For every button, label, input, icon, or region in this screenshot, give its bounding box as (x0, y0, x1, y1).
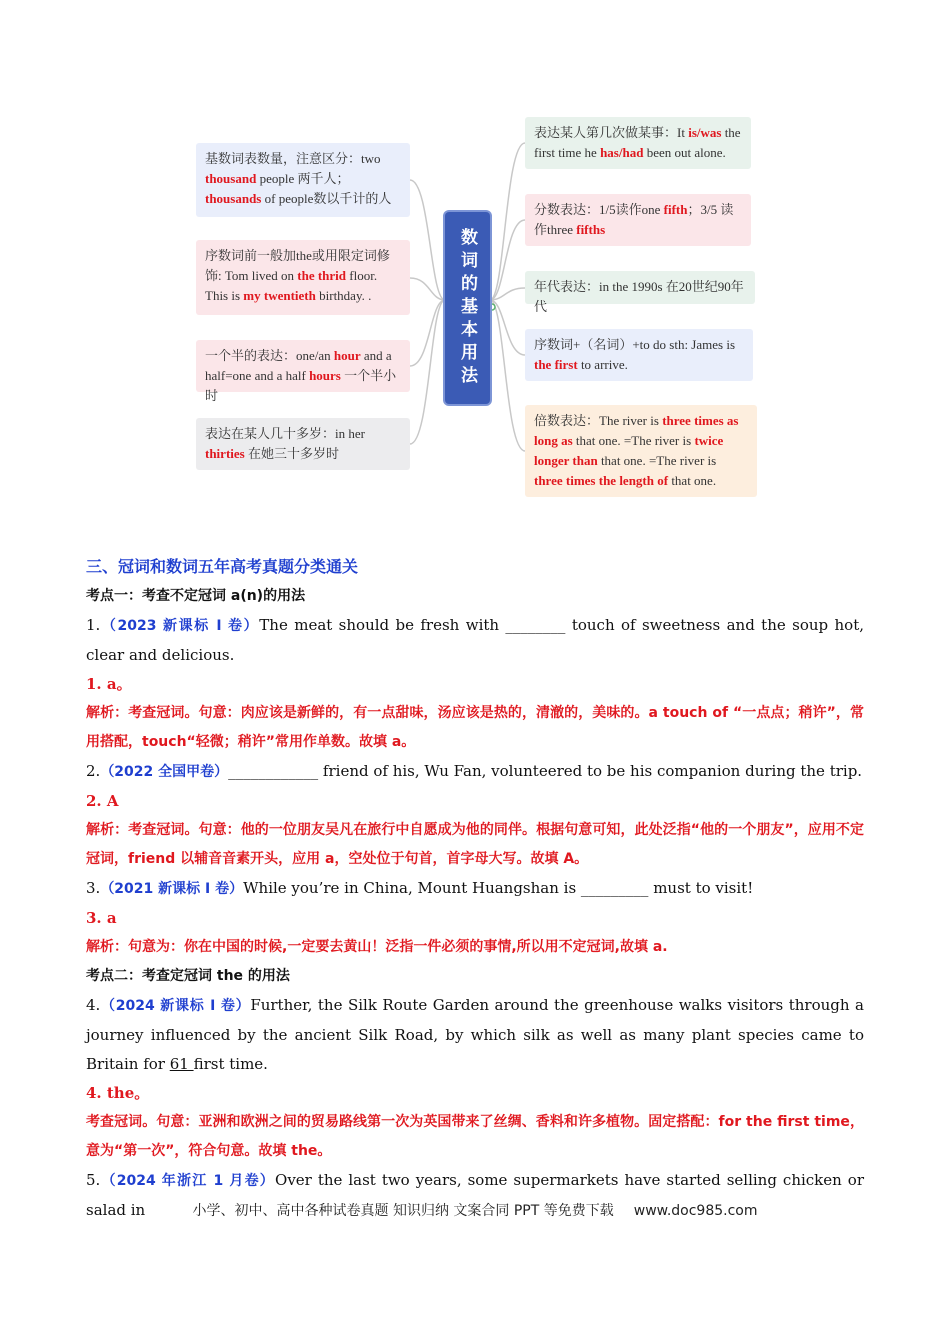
mindmap-text: 序数词+（名词）+to do sth: James is (534, 337, 735, 352)
question-2 (86, 757, 864, 787)
mindmap-node-fractions (525, 194, 751, 246)
mindmap-node-decades (525, 271, 755, 314)
mindmap-node-ordinal-to-do (525, 329, 753, 381)
q4-number: 4. (86, 996, 101, 1014)
kaodian-1-heading: 考点一：考查不定冠词 a(n)的用法 (86, 588, 306, 604)
mindmap-highlight-text: three times as long as (534, 413, 739, 448)
mindmap-highlight-text: twice longer than (534, 433, 724, 468)
content (86, 552, 864, 1225)
mindmap-center: 数词的基本用法 (445, 212, 490, 404)
mindmap-text: 基数词表数量，注意区分：two (205, 151, 381, 166)
mindmap-highlight-text: thousands (205, 191, 262, 206)
q4-source: （2024 新课标 I 卷） (100, 998, 251, 1014)
mindmap-text: 年代表达：in the 1990s 在20世纪90年代 (534, 279, 744, 314)
q1-answer: 1. a。 (86, 675, 132, 693)
q2-text: ____________ friend of his, Wu Fan, volunteered to be his companion during the trip. (228, 762, 863, 780)
mindmap-text: 一个半的表达：one/an (205, 348, 334, 363)
q1-source: （2023 新课标 I 卷） (100, 618, 260, 634)
q3-text: While you’re in China, Mount Huangshan is _________ must to visit! (243, 879, 754, 897)
section-title: 三、冠词和数词五年高考真题分类通关 (86, 557, 359, 576)
mindmap-highlight-text: thirties (205, 446, 245, 461)
mindmap-text: to arrive. (577, 357, 628, 372)
mindmap-text: of people数以千计的人 (261, 191, 392, 206)
mindmap-highlight-text: my twentieth (243, 288, 316, 303)
mindmap-highlight-text: three times the length of (534, 473, 669, 488)
q4-blank: 61 (169, 1055, 194, 1073)
mindmap-node-one-and-half (196, 340, 410, 403)
mindmap-text: ；3/5 读作three (534, 202, 734, 237)
mindmap-node-decades-age (196, 418, 410, 470)
footer-text: 小学、初中、高中各种试卷真题 知识归纳 文案合同 PPT 等免费下载 (192, 1203, 614, 1219)
q1-text: The meat should be fresh with ________ touch of sweetness and the soup hot, clear and delicious. (86, 616, 864, 664)
q2-answer: 2. A (86, 792, 119, 810)
mindmap-text: that one. (668, 473, 717, 488)
mindmap-text: been out alone. (643, 145, 726, 160)
mindmap-text: that one. =The river is (572, 433, 695, 448)
question-1 (86, 611, 864, 670)
mindmap-text: 序数词前一般加the或用限定词修饰: Tom lived on (205, 248, 390, 283)
mindmap-node-cardinal (196, 143, 410, 217)
mindmap-text: people 两千人； (256, 171, 350, 186)
mind-map (0, 0, 950, 520)
mindmap-highlight-text: the first (534, 357, 578, 372)
mindmap-text: 倍数表达：The river is (534, 413, 663, 428)
mindmap-highlight-text: has/had (600, 145, 644, 160)
q4-text-after: first time. (193, 1055, 268, 1073)
mindmap-highlight-text: fifths (576, 222, 606, 237)
mindmap-text: 表达在某人几十多岁：in her (205, 426, 365, 441)
mindmap-highlight-text: thousand (205, 171, 257, 186)
mindmap-node-multiples (525, 405, 757, 497)
mindmap-text: and a half=one and a half (205, 348, 392, 383)
mindmap-text: 一个半小时 (205, 368, 397, 403)
q3-number: 3. (86, 879, 101, 897)
q3-explanation: 解析：句意为：你在中国的时候,一定要去黄山！泛指一件必须的事情,所以用不定冠词,故填 a. (86, 939, 668, 955)
q4-text-before: Further, the Silk Route Garden around the greenhouse walks visitors through a journey influenced by the ancient Silk Road, by which silk as well as many plant species came to Britain for (86, 996, 864, 1073)
q4-explanation: 考查冠词。句意：亚洲和欧洲之间的贸易路线第一次为英国带来了丝绸、香料和许多植物。固定搭配：for the first time，意为“第一次”，符合句意。故填 the。 (86, 1114, 864, 1159)
q5-number: 5. (86, 1171, 101, 1189)
mindmap-highlight-text: fifth (663, 202, 688, 217)
mindmap-node-nth-time (525, 117, 751, 169)
mindmap-highlight-text: hours (309, 368, 341, 383)
q2-source: （2022 全国甲卷） (100, 764, 229, 780)
mindmap-highlight-text: the thrid (297, 268, 347, 283)
mindmap-text: 在她三十多岁时 (244, 446, 339, 461)
mindmap-text: 分数表达：1/5读作one (534, 202, 664, 217)
q3-answer: 3. a (86, 909, 117, 927)
q5-text: Over the last two years, some supermarkets have started selling chicken or salad in (86, 1171, 864, 1219)
mindmap-highlight-text: hour (333, 348, 361, 363)
kaodian-2-heading: 考点二：考查定冠词 the 的用法 (86, 968, 290, 984)
mindmap-text: birthday. . (315, 288, 372, 303)
q3-source: （2021 新课标 I 卷） (100, 881, 244, 897)
q1-number: 1. (86, 616, 101, 634)
q2-number: 2. (86, 762, 101, 780)
question-3 (86, 874, 864, 904)
q4-answer: 4. the。 (86, 1084, 150, 1102)
mindmap-highlight-text: is/was (688, 125, 722, 140)
footer-url[interactable]: www.doc985.com (633, 1203, 758, 1219)
mindmap-text: that one. =The river is (597, 453, 717, 468)
question-4 (86, 991, 864, 1079)
mindmap-text: floor. This is (205, 268, 378, 303)
mindmap-text: 表达某人第几次做某事：It (534, 125, 689, 140)
q1-explanation: 解析：考查冠词。句意：肉应该是新鲜的，有一点甜味，汤应该是热的，清澈的，美味的。a touch of “一点点；稍许”，常用搭配，touch“轻微；稍许”常用作单数。故填 a。 (86, 705, 864, 750)
q5-source: （2024 年浙江 1 月卷） (100, 1173, 276, 1189)
mindmap-text: the first time he (534, 125, 741, 160)
q2-explanation: 解析：考查冠词。句意：他的一位朋友吴凡在旅行中自愿成为他的同伴。根据句意可知，此处泛指“他的一个朋友”，应用不定冠词，friend 以辅音音素开头，应用 a，空处位于句首，首字母大写。故填 A。 (86, 822, 864, 867)
footer (0, 1200, 950, 1220)
mindmap-node-ordinal (196, 240, 410, 315)
